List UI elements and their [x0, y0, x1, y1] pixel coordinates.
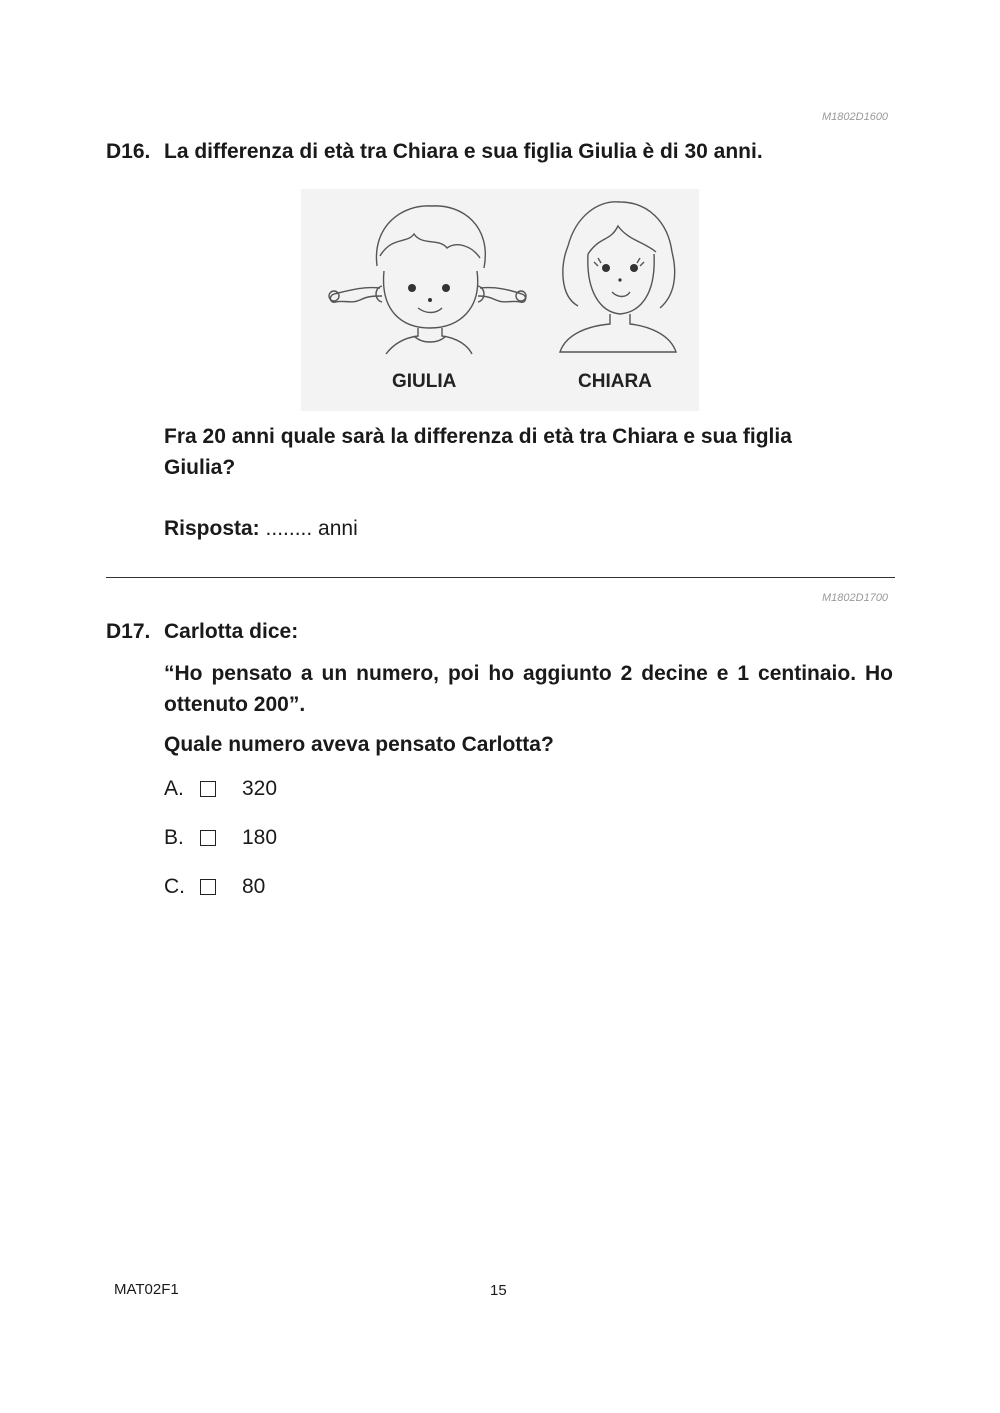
question-prompt-d17: Quale numero aveva pensato Carlotta?: [164, 733, 554, 756]
option-letter: C.: [164, 875, 185, 898]
option-letter: B.: [164, 826, 184, 849]
question-quote-d17: “Ho pensato a un numero, poi ho aggiunto 2 decine e 1 centinaio. Ho ottenuto 200”.: [164, 662, 893, 716]
checkbox[interactable]: [200, 879, 216, 895]
chiara-drawing: [548, 196, 688, 356]
question-statement-d16: La differenza di età tra Chiara e sua figlia Giulia è di 30 anni.: [164, 140, 763, 163]
checkbox[interactable]: [200, 781, 216, 797]
answer-line-d16: [164, 517, 358, 541]
option-value: 320: [242, 777, 278, 800]
option-value: 80: [242, 875, 266, 898]
giulia-drawing: [322, 196, 532, 356]
answer-label: Risposta:: [164, 517, 260, 540]
page-number: 15: [490, 1282, 507, 1299]
option-letter: A.: [164, 777, 184, 800]
question-number-d16: D16.: [106, 140, 151, 163]
option-a[interactable]: [164, 777, 277, 801]
footer-doc-code: MAT02F1: [114, 1281, 179, 1298]
option-value: 180: [242, 826, 278, 849]
figure-label-chiara: CHIARA: [578, 371, 652, 392]
item-code-d17: M1802D1700: [822, 592, 889, 604]
item-code-d16: M1802D1600: [822, 111, 889, 123]
section-divider: [106, 577, 895, 578]
question-prompt-d16: Fra 20 anni quale sarà la differenza di età tra Chiara e sua figlia Giulia?: [164, 425, 792, 479]
checkbox[interactable]: [200, 830, 216, 846]
option-b[interactable]: [164, 826, 277, 850]
option-c[interactable]: [164, 875, 265, 899]
question-number-d17: D17.: [106, 620, 151, 643]
question-intro-d17: Carlotta dice:: [164, 620, 299, 643]
answer-blank[interactable]: ........ anni: [265, 517, 358, 540]
figure-label-giulia: GIULIA: [392, 371, 457, 392]
